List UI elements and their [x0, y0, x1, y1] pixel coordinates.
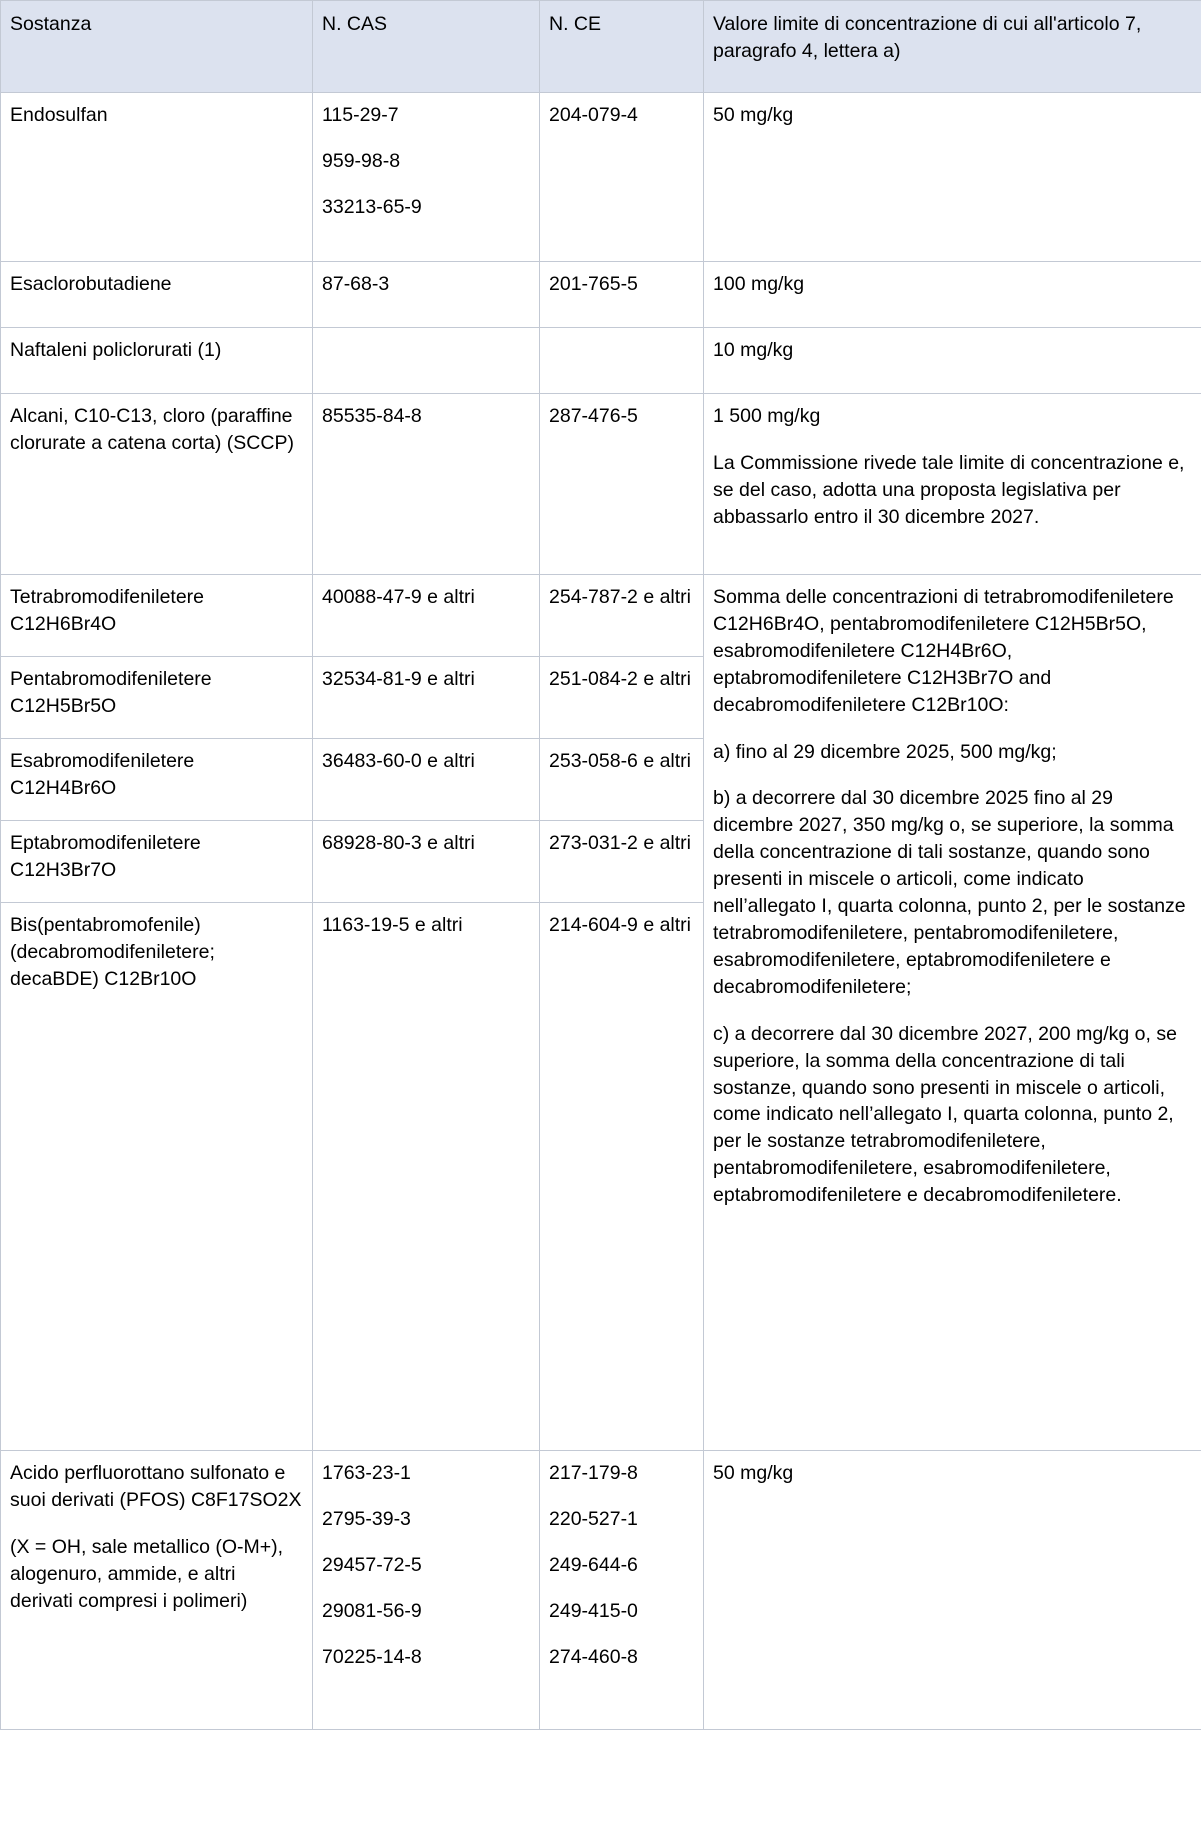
cas-number: 1163-19-5 e altri — [322, 914, 463, 936]
table-row — [1, 93, 1201, 262]
column-header-limite: Valore limite di concentrazione di cui all'articolo 7, paragrafo 4, lettera a) — [704, 1, 1201, 93]
cas-number: 29457-72-5 — [322, 1553, 422, 1576]
cell-cas — [313, 739, 540, 821]
ce-number: 249-644-6 — [549, 1553, 638, 1576]
ce-number: 220-527-1 — [549, 1507, 638, 1530]
limit-value: 10 mg/kg — [713, 339, 794, 361]
cas-number: 959-98-8 — [322, 149, 401, 172]
column-header-cas: N. CAS — [313, 1, 540, 93]
column-header-sostanza: Sostanza — [1, 1, 313, 93]
bde-clause-c: c) a decorrere dal 30 dicembre 2027, 200 mg/kg o, se superiore, la somma della concentrazione di tali sostanze, quando sono presenti in miscele o articoli, come indicato nell’allegato I, quarta colonna, punto 2, per le sostanze tetrabromodifeniletere, pentabromodifeniletere, esabromodifeniletere, eptabromodifeniletere e decabromodifeniletere. — [713, 1022, 1177, 1207]
substance-name: Alcani, C10-C13, cloro (paraffine clorurate a catena corta) (SCCP) — [10, 405, 294, 454]
cell-sostanza — [1, 93, 313, 262]
bde-sum-intro: Somma delle concentrazioni di tetrabromodifeniletere C12H6Br4O, pentabromodifeniletere C12H5Br5O, esabromodifeniletere C12H4Br6O, eptabromodifeniletere C12H3Br7O and decabromodifeniletere C12Br10O: — [713, 586, 1174, 716]
cas-number: 33213-65-9 — [322, 195, 422, 218]
substance-name: Tetrabromodifeniletere C12H6Br4O — [10, 586, 205, 635]
table-row — [1, 394, 1201, 575]
substance-name: Esabromodifeniletere C12H4Br6O — [10, 750, 195, 799]
cell-sostanza — [1, 394, 313, 575]
cell-ce — [540, 739, 704, 821]
cas-number: 29081-56-9 — [322, 1599, 422, 1622]
substance-name: Naftaleni policlorurati (1) — [10, 339, 222, 361]
cell-cas — [313, 657, 540, 739]
cell-limite-merged-bde — [704, 575, 1201, 1451]
cas-number: 85535-84-8 — [322, 405, 422, 427]
limit-value: 50 mg/kg — [713, 1462, 794, 1484]
cell-ce — [540, 575, 704, 657]
cell-cas — [313, 262, 540, 328]
cell-ce — [540, 821, 704, 903]
cas-number: 2795-39-3 — [322, 1507, 411, 1530]
table-body — [1, 93, 1201, 1730]
cell-limite — [704, 328, 1201, 394]
table-row — [1, 575, 1201, 657]
cas-number: 68928-80-3 e altri — [322, 832, 475, 854]
cell-cas — [313, 1451, 540, 1730]
cas-number: 1763-23-1 — [322, 1462, 411, 1484]
ce-number: 287-476-5 — [549, 405, 638, 427]
substance-name: Endosulfan — [10, 104, 108, 126]
cell-limite — [704, 262, 1201, 328]
ce-number: 201-765-5 — [549, 273, 638, 295]
cell-limite — [704, 93, 1201, 262]
cell-cas — [313, 903, 540, 1451]
cell-cas — [313, 328, 540, 394]
cell-ce — [540, 328, 704, 394]
table-header — [1, 1, 1201, 93]
cas-number: 70225-14-8 — [322, 1645, 422, 1668]
cell-cas — [313, 394, 540, 575]
limit-value: 100 mg/kg — [713, 273, 805, 295]
ce-number: 273-031-2 e altri — [549, 832, 692, 854]
cell-sostanza — [1, 821, 313, 903]
bde-clause-b: b) a decorrere dal 30 dicembre 2025 fino al 29 dicembre 2027, 350 mg/kg o, se superiore, la somma della concentrazione di tali sostanze, quando sono presenti in miscele o articoli, come indicato nell’allegato I, quarta colonna, punto 2, per le sostanze tetrabromodifeniletere, pentabromodifeniletere, esabromodifeniletere, eptabromodifeniletere e decabromodifeniletere; — [713, 787, 1186, 998]
substance-name: Eptabromodifeniletere C12H3Br7O — [10, 832, 201, 881]
substance-name: Bis(pentabromofenile) (decabromodifeniletere; decaBDE) C12Br10O — [10, 914, 215, 990]
cell-ce — [540, 657, 704, 739]
cell-sostanza — [1, 262, 313, 328]
limit-value: 1 500 mg/kg — [713, 405, 821, 427]
column-header-ce: N. CE — [540, 1, 704, 93]
cell-sostanza — [1, 328, 313, 394]
ce-number: 204-079-4 — [549, 104, 638, 126]
cas-number: 40088-47-9 e altri — [322, 586, 475, 608]
ce-number: 254-787-2 e altri — [549, 586, 692, 608]
substance-note: (X = OH, sale metallico (O-M+), alogenuro, ammide, e altri derivati compresi i polimeri) — [10, 1535, 284, 1612]
cell-cas — [313, 821, 540, 903]
ce-number: 217-179-8 — [549, 1462, 638, 1484]
substance-name: Pentabromodifeniletere C12H5Br5O — [10, 668, 212, 717]
cell-sostanza — [1, 657, 313, 739]
substance-name: Acido perfluorottano sulfonato e suoi derivati (PFOS) C8F17SO2X — [10, 1462, 302, 1511]
ce-number: 253-058-6 e altri — [549, 750, 692, 772]
table-row — [1, 1451, 1201, 1730]
ce-number: 249-415-0 — [549, 1599, 638, 1622]
ce-number: 274-460-8 — [549, 1645, 638, 1668]
cell-ce — [540, 262, 704, 328]
cell-ce — [540, 903, 704, 1451]
cell-ce — [540, 394, 704, 575]
cell-limite — [704, 394, 1201, 575]
cas-number: 87-68-3 — [322, 273, 390, 295]
cell-limite — [704, 1451, 1201, 1730]
limit-note: La Commissione rivede tale limite di concentrazione e, se del caso, adotta una proposta legislativa per abbassarlo entro il 30 dicembre 2027. — [713, 451, 1185, 528]
cas-number: 32534-81-9 e altri — [322, 668, 475, 690]
table-row — [1, 328, 1201, 394]
cas-number: 115-29-7 — [322, 104, 399, 126]
cell-sostanza — [1, 903, 313, 1451]
bde-clause-a: a) fino al 29 dicembre 2025, 500 mg/kg; — [713, 740, 1057, 763]
cell-ce — [540, 93, 704, 262]
cell-sostanza — [1, 1451, 313, 1730]
table-row — [1, 262, 1201, 328]
cas-number: 36483-60-0 e altri — [322, 750, 475, 772]
substance-name: Esaclorobutadiene — [10, 273, 172, 295]
ce-number: 214-604-9 e altri — [549, 914, 692, 936]
cell-cas — [313, 93, 540, 262]
header-row — [1, 1, 1201, 93]
ce-number: 251-084-2 e altri — [549, 668, 692, 690]
cell-cas — [313, 575, 540, 657]
cell-ce — [540, 1451, 704, 1730]
cell-sostanza — [1, 739, 313, 821]
limit-value: 50 mg/kg — [713, 104, 794, 126]
cell-sostanza — [1, 575, 313, 657]
